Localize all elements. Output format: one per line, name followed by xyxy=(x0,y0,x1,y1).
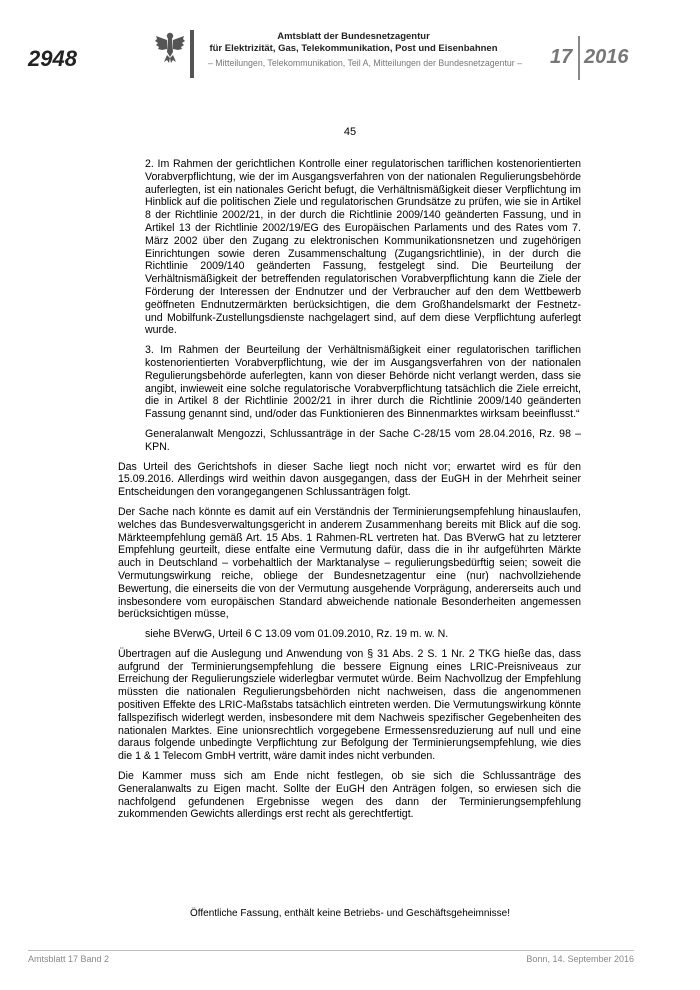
header-divider xyxy=(190,30,194,78)
page-number: 2948 xyxy=(28,46,77,71)
issue-year: 2016 xyxy=(584,46,629,68)
footer-date: Bonn, 14. September 2016 xyxy=(526,954,634,964)
document-body xyxy=(118,158,581,828)
citation-bverwg: siehe BVerwG, Urteil 6 C 13.09 vom 01.09.2010, Rz. 19 m. w. N. xyxy=(145,628,449,641)
document-page-label: 45 xyxy=(343,126,357,138)
gazette-title-line1: Amtsblatt der Bundesnetzagentur xyxy=(277,31,430,42)
footer-volume: Amtsblatt 17 Band 2 xyxy=(28,954,110,964)
gazette-subtitle: – Mitteilungen, Telekommunikation, Teil A, Mitteilungen der Bundesnetzagentur – xyxy=(207,58,523,68)
body-paragraph: Übertragen auf die Auslegung und Anwendung von § 31 Abs. 2 S. 1 Nr. 2 TKG hieße das, dass aufgrund der Terminierungsempfehlung die bessere Eignung eines LRIC-Preisniveaus zur Erreichung der Regulierungsziele widerlegbar vermutet würde. Beim Nachvollzug der Empfehlung müssten die nationalen Regulierungsbehörden nicht nachweisen, dass die angenommenen positiven Effekte des LRIC-Maßstabs tatsächlich eintreten werden. Die Vermutungswirkung könnte fallspezifisch widerlegt werden, insbesondere mit dem Nachweis spezifischer Gegebenheiten des nationalen Marktes. Eine unionsrechtlich vorgegebene Ermessensreduzierung auf null und eine daraus folgende unbedingte Verpflichtung zur Befolgung der Terminierungsempfehlung, wie dies die 1 & 1 Telecom GmbH vertritt, wäre damit indes nicht verbunden. xyxy=(118,647,581,763)
footer-divider xyxy=(28,950,634,951)
quote-paragraph-2: 2. Im Rahmen der gerichtlichen Kontrolle einer regulatorischen tariflichen kostenorientierten Vorabverpflichtung, wie der im Ausgangsverfahren von der nationalen Regulierungsbehörde auferlegten, ist ein nationales Gericht befugt, die Verhältnismäßigkeit dieser Verpflichtung im Hinblick auf die politischen Ziele und regulatorischen Grundsätze zu prüfen, wie sie in Artikel 8 der Richtlinie 2002/21, in der durch die Richtlinie 2009/140 geänderten Fassung, und in Artikel 13 der Richtlinie 2002/19/EG des Europäischen Parlaments und des Rates vom 7. März 2002 über den Zugang zu elektronischen Kommunikationsnetzen und zugehörigen Einrichtungen sowie deren Zusammenschaltung (Zugangsrichtlinie), in der durch die Richtlinie 2009/140 geänderten Fassung, festgelegt sind. Die Beurteilung der Verhältnismäßigkeit der betreffenden regulatorischen Vorabverpflichtung kann die Ziele der Förderung der Interessen der Endnutzer und der Verbraucher auf den dem Wettbewerb geöffneten Endnutzermärkten berücksichtigen, die dem Großhandelsmarkt der Festnetz- und Mobilfunk-Zustellungsdienste nachgelagert sind, auf dem diese Verpflichtung auferlegt wurde. xyxy=(145,158,581,337)
body-paragraph: Der Sache nach könnte es damit auf ein Verständnis der Terminierungsempfehlung hinauslaufen, welches das Bundesverwaltungsgericht in anderem Zusammenhang bereits mit Blick auf die sog. Märkteempfehlung gemäß Art. 15 Abs. 1 Rahmen-RL vertreten hat. Das BVerwG hat zu letzterer Empfehlung geurteilt, diese entfalte eine Vermutung dafür, dass die in ihr aufgeführten Märkte auch in Deutschland – vorbehaltlich der Marktanalyse – regulierungsbedürftig seien; soweit die Vermutungswirkung reiche, obliege der Bundesnetzagentur eine (nur) nachvollziehende Bewertung, die einerseits die von der Vermutung ausgehende Vorprägung, andererseits auch und insbesondere vom europäischen Standard abweichende nationale Besonderheiten angemessen berücksichtigen müsse, xyxy=(118,505,581,621)
gazette-title-line2: für Elektrizität, Gas, Telekommunikation, Post und Eisenbahnen xyxy=(209,42,498,54)
body-paragraph: Die Kammer muss sich am Ende nicht festlegen, ob sie sich die Schlussanträge des Generalanwalts zu Eigen macht. Sollte der EuGH den Anträgen folgen, so erwiesen sich die nachfolgend gefundenen Ergebnisse wegen des dann der Terminierungsempfehlung zukommenden Gewichts allerdings erst recht als gerechtfertigt. xyxy=(118,770,581,821)
public-version-notice: Öffentliche Fassung, enthält keine Betriebs- und Geschäftsgeheimnisse! xyxy=(190,908,510,919)
citation-generalanwalt: Generalanwalt Mengozzi, Schlussanträge in der Sache C-28/15 vom 28.04.2016, Rz. 98 – KPN. xyxy=(145,427,581,453)
issue-number: 17 xyxy=(550,46,573,68)
body-paragraph: Das Urteil des Gerichtshofs in dieser Sache liegt noch nicht vor; erwartet wird es für den 15.09.2016. Allerdings wird weithin davon ausgegangen, dass der EuGH in der Mehrheit seiner Entscheidungen den vorangegangenen Schlussanträgen folgt. xyxy=(118,460,581,499)
quote-paragraph-3: 3. Im Rahmen der Beurteilung der Verhältnismäßigkeit einer regulatorischen tariflichen kostenorientierten Vorabverpflichtung, wie der im Ausgangsverfahren von der nationalen Regulierungsbehörde auferlegten, kann von dieser Behörde nicht verlangt werden, dass sie angibt, inwieweit eine solche regulatorische Vorabverpflichtung tatsächlich die Ziele erreicht, die in Artikel 8 der Richtlinie 2002/21 in ihrer durch die Richtlinie 2009/140 geänderten Fassung genannt sind, und/oder das Funktionieren des Binnenmarktes wirksam beeinflusst.“ xyxy=(145,344,581,421)
issue-divider xyxy=(578,36,580,80)
federal-eagle-icon xyxy=(154,30,186,64)
gazette-title xyxy=(196,31,511,54)
